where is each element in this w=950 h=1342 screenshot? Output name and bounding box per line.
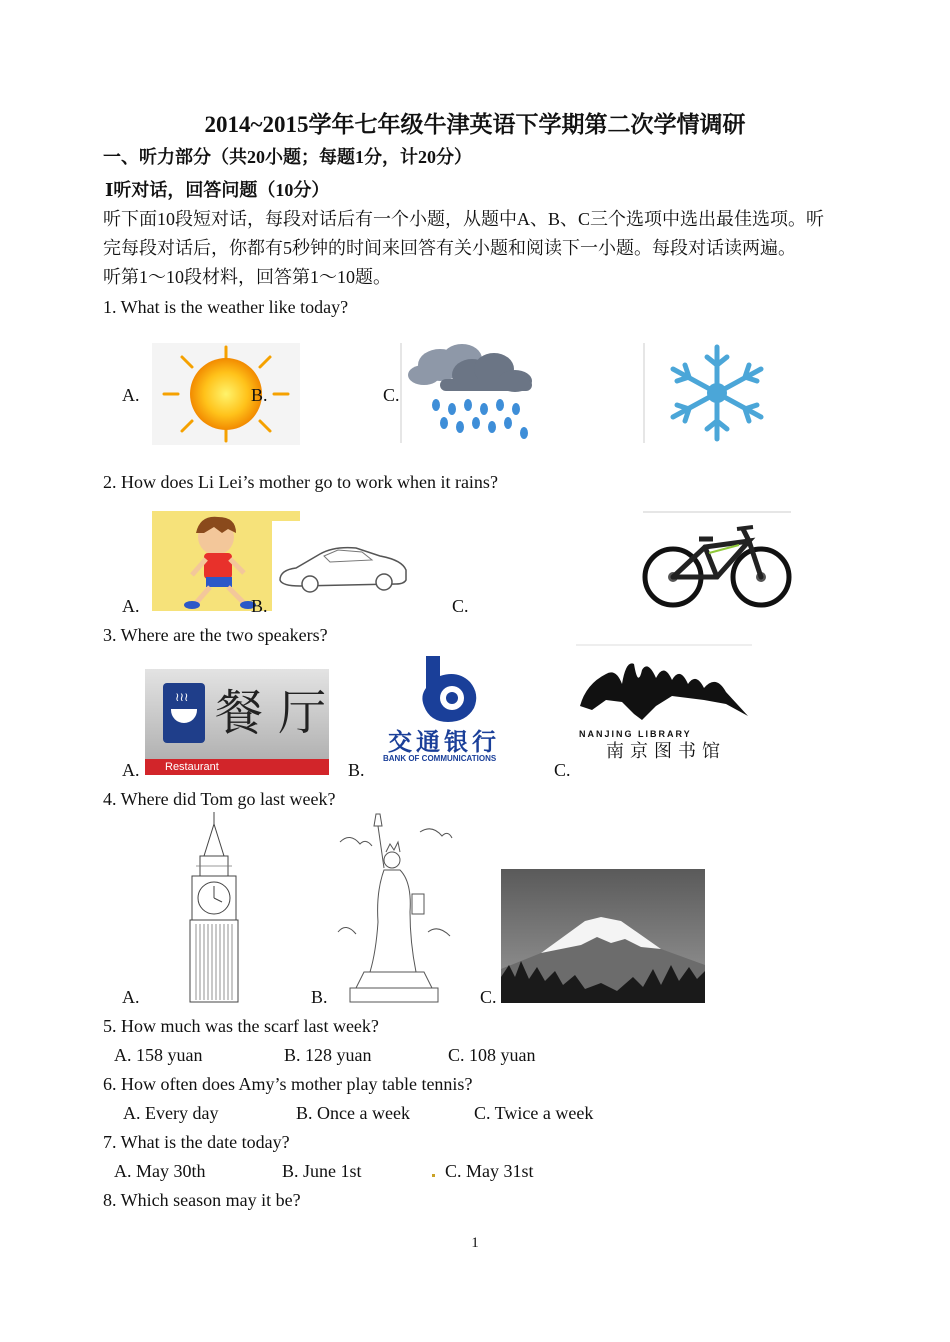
- statue-of-liberty-icon: [336, 812, 452, 1002]
- bicycle-icon: [643, 511, 791, 613]
- q5-option-a: A. 158 yuan: [114, 1045, 203, 1065]
- question-1-stem: 1. What is the weather like today?: [103, 297, 349, 317]
- big-ben-icon: [186, 812, 242, 1002]
- section-heading: 一、听力部分（共20小题；每题1分，计20分）: [103, 147, 472, 167]
- bank-logo-icon: [418, 656, 482, 724]
- q4-option-b: B.: [311, 987, 328, 1007]
- question-5-stem: 5. How much was the scarf last week?: [103, 1016, 379, 1036]
- snowflake-icon: [643, 343, 791, 443]
- sun-icon: [152, 343, 300, 445]
- instruction-line-1: 听下面10段短对话，每段对话后有一个小题，从题中A、B、C三个选项中选出最佳选项。听: [103, 209, 825, 229]
- question-7-stem: 7. What is the date today?: [103, 1132, 290, 1152]
- mount-fuji-icon: [501, 869, 705, 1003]
- q2-option-b: B.: [251, 596, 268, 616]
- q6-option-c: C. Twice a week: [474, 1103, 594, 1123]
- q3-option-b: B.: [348, 760, 365, 780]
- instruction-line-3: 听第1～10段材料，回答第1～10题。: [103, 267, 391, 287]
- q7-option-c: C. May 31st: [445, 1161, 534, 1181]
- q5-option-b: B. 128 yuan: [284, 1045, 372, 1065]
- restaurant-en-text: Restaurant: [165, 761, 219, 773]
- q4-option-c: C.: [480, 987, 497, 1007]
- question-3-stem: 3. Where are the two speakers?: [103, 625, 328, 645]
- library-logo-icon: [576, 644, 752, 732]
- q2-option-c: C.: [452, 596, 469, 616]
- part-heading: Ⅰ听对话，回答问题（10分）: [105, 180, 330, 200]
- question-2-stem: 2. How does Li Lei’s mother go to work when it rains?: [103, 472, 498, 492]
- q7-option-b: B. June 1st: [282, 1161, 362, 1181]
- restaurant-sign: [145, 669, 329, 775]
- q6-option-a: A. Every day: [123, 1103, 219, 1123]
- q5-option-c: C. 108 yuan: [448, 1045, 536, 1065]
- q3-option-a: A.: [122, 760, 140, 780]
- restaurant-cn-text: 餐 厅: [215, 685, 327, 741]
- bank-cn-text: 交通银行: [388, 727, 500, 756]
- rain-cloud-icon: [400, 343, 536, 443]
- library-en-text: NANJING LIBRARY: [579, 729, 692, 739]
- q6-option-b: B. Once a week: [296, 1103, 410, 1123]
- page-number: 1: [471, 1235, 479, 1251]
- q2-option-a: A.: [122, 596, 140, 616]
- instruction-line-2: 完每段对话后，你都有5秒钟的时间来回答有关小题和阅读下一小题。每段对话读两遍。: [103, 238, 796, 258]
- question-4-stem: 4. Where did Tom go last week?: [103, 789, 336, 809]
- question-6-stem: 6. How often does Amy’s mother play table tennis?: [103, 1074, 473, 1094]
- library-cn-text: 南京图书馆: [606, 741, 726, 762]
- car-icon: [276, 540, 410, 596]
- bank-en-text: BANK OF COMMUNICATIONS: [383, 754, 497, 763]
- q3-option-c: C.: [554, 760, 571, 780]
- q7-option-a: A. May 30th: [114, 1161, 206, 1181]
- stray-dot: [432, 1174, 435, 1177]
- q1-option-c: C.: [383, 385, 400, 405]
- q4-option-a: A.: [122, 987, 140, 1007]
- question-8-stem: 8. Which season may it be?: [103, 1190, 301, 1210]
- restaurant-bowl-icon: ≀≀≀: [163, 683, 205, 743]
- q1-option-a: A.: [122, 385, 140, 405]
- q1-option-b: B.: [251, 385, 268, 405]
- page-title: 2014~2015学年七年级牛津英语下学期第二次学情调研: [204, 112, 746, 137]
